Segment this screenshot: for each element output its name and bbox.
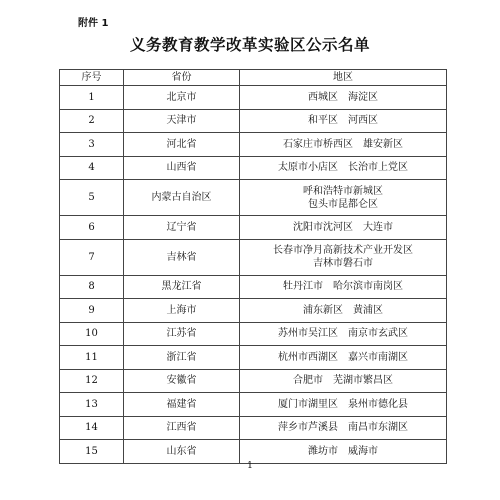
serial-number-cell: 11 [60, 346, 124, 370]
serial-number-cell: 13 [60, 393, 124, 417]
region-text: 石家庄市桥西区 雄安新区 [283, 138, 403, 150]
serial-number-cell: 3 [60, 133, 124, 157]
table-row [60, 369, 447, 393]
region-text: 苏州市吴江区 南京市玄武区 [278, 328, 408, 340]
serial-number-cell: 9 [60, 299, 124, 323]
province-cell: 北京市 [124, 86, 240, 110]
table-row [60, 393, 447, 417]
region-text: 吉林市磐石市 [313, 258, 373, 269]
table-row [60, 86, 447, 110]
region-cell [240, 275, 447, 299]
region-text: 厦门市湖里区 泉州市德化县 [278, 398, 408, 410]
region-cell [240, 133, 447, 157]
province-cell: 辽宁省 [124, 216, 240, 240]
province-cell: 浙江省 [124, 346, 240, 370]
province-cell: 上海市 [124, 299, 240, 323]
table-body [60, 86, 447, 464]
region-cell [240, 86, 447, 110]
header-serial-number: 序号 [60, 70, 124, 86]
province-cell: 江苏省 [124, 322, 240, 346]
serial-number-cell: 6 [60, 216, 124, 240]
page-number: 1 [247, 461, 253, 471]
attachment-label: 附件 1 [78, 18, 109, 29]
table-row [60, 156, 447, 180]
table-row [60, 239, 447, 275]
province-cell: 天津市 [124, 109, 240, 133]
region-text: 牡丹江市 哈尔滨市南岗区 [283, 281, 403, 293]
region-text: 潍坊市 威海市 [308, 445, 378, 457]
table-row [60, 216, 447, 240]
region-cell [240, 239, 447, 275]
region-cell [240, 346, 447, 370]
region-text: 萍乡市芦溪县 南昌市东湖区 [278, 422, 408, 434]
region-cell [240, 393, 447, 417]
table-row [60, 416, 447, 440]
serial-number-cell: 14 [60, 416, 124, 440]
table-row [60, 346, 447, 370]
region-cell [240, 416, 447, 440]
region-cell [240, 156, 447, 180]
table-row [60, 322, 447, 346]
serial-number-cell: 8 [60, 275, 124, 299]
region-text: 杭州市西湖区 嘉兴市南湖区 [278, 351, 408, 363]
serial-number-cell: 4 [60, 156, 124, 180]
serial-number-cell: 1 [60, 86, 124, 110]
province-cell: 江西省 [124, 416, 240, 440]
region-text: 长春市净月高新技术产业开发区 [273, 245, 413, 256]
document-title: 义务教育教学改革实验区公示名单 [129, 35, 370, 54]
region-cell [240, 216, 447, 240]
province-cell: 内蒙古自治区 [124, 180, 240, 216]
region-text: 包头市昆都仑区 [308, 198, 378, 210]
province-cell: 河北省 [124, 133, 240, 157]
header-province: 省份 [124, 70, 240, 86]
region-cell [240, 322, 447, 346]
table-row [60, 299, 447, 323]
table-row [60, 109, 447, 133]
header-region: 地区 [240, 70, 447, 86]
serial-number-cell: 5 [60, 180, 124, 216]
region-cell [240, 440, 447, 464]
experimental-zone-table [59, 69, 447, 464]
region-cell [240, 369, 447, 393]
province-cell: 山东省 [124, 440, 240, 464]
serial-number-cell: 10 [60, 322, 124, 346]
serial-number-cell: 15 [60, 440, 124, 464]
region-cell [240, 109, 447, 133]
serial-number-cell: 12 [60, 369, 124, 393]
region-text: 太原市小店区 长治市上党区 [278, 162, 408, 174]
region-cell [240, 299, 447, 323]
region-cell [240, 180, 447, 216]
region-text: 沈阳市沈河区 大连市 [293, 221, 393, 233]
serial-number-cell: 7 [60, 239, 124, 275]
province-cell: 福建省 [124, 393, 240, 417]
region-text: 浦东新区 黄浦区 [303, 304, 383, 316]
serial-number-cell: 2 [60, 109, 124, 133]
province-cell: 安徽省 [124, 369, 240, 393]
province-cell: 山西省 [124, 156, 240, 180]
region-text: 西城区 海淀区 [308, 91, 378, 103]
region-text: 和平区 河西区 [308, 115, 378, 127]
table-header-row [60, 70, 447, 86]
table-row [60, 275, 447, 299]
province-cell: 吉林省 [124, 239, 240, 275]
region-text: 呼和浩特市新城区 [303, 185, 383, 197]
table-row [60, 180, 447, 216]
region-text: 合肥市 芜湖市繁昌区 [293, 375, 393, 387]
table-row [60, 133, 447, 157]
province-cell: 黑龙江省 [124, 275, 240, 299]
table-row [60, 440, 447, 464]
